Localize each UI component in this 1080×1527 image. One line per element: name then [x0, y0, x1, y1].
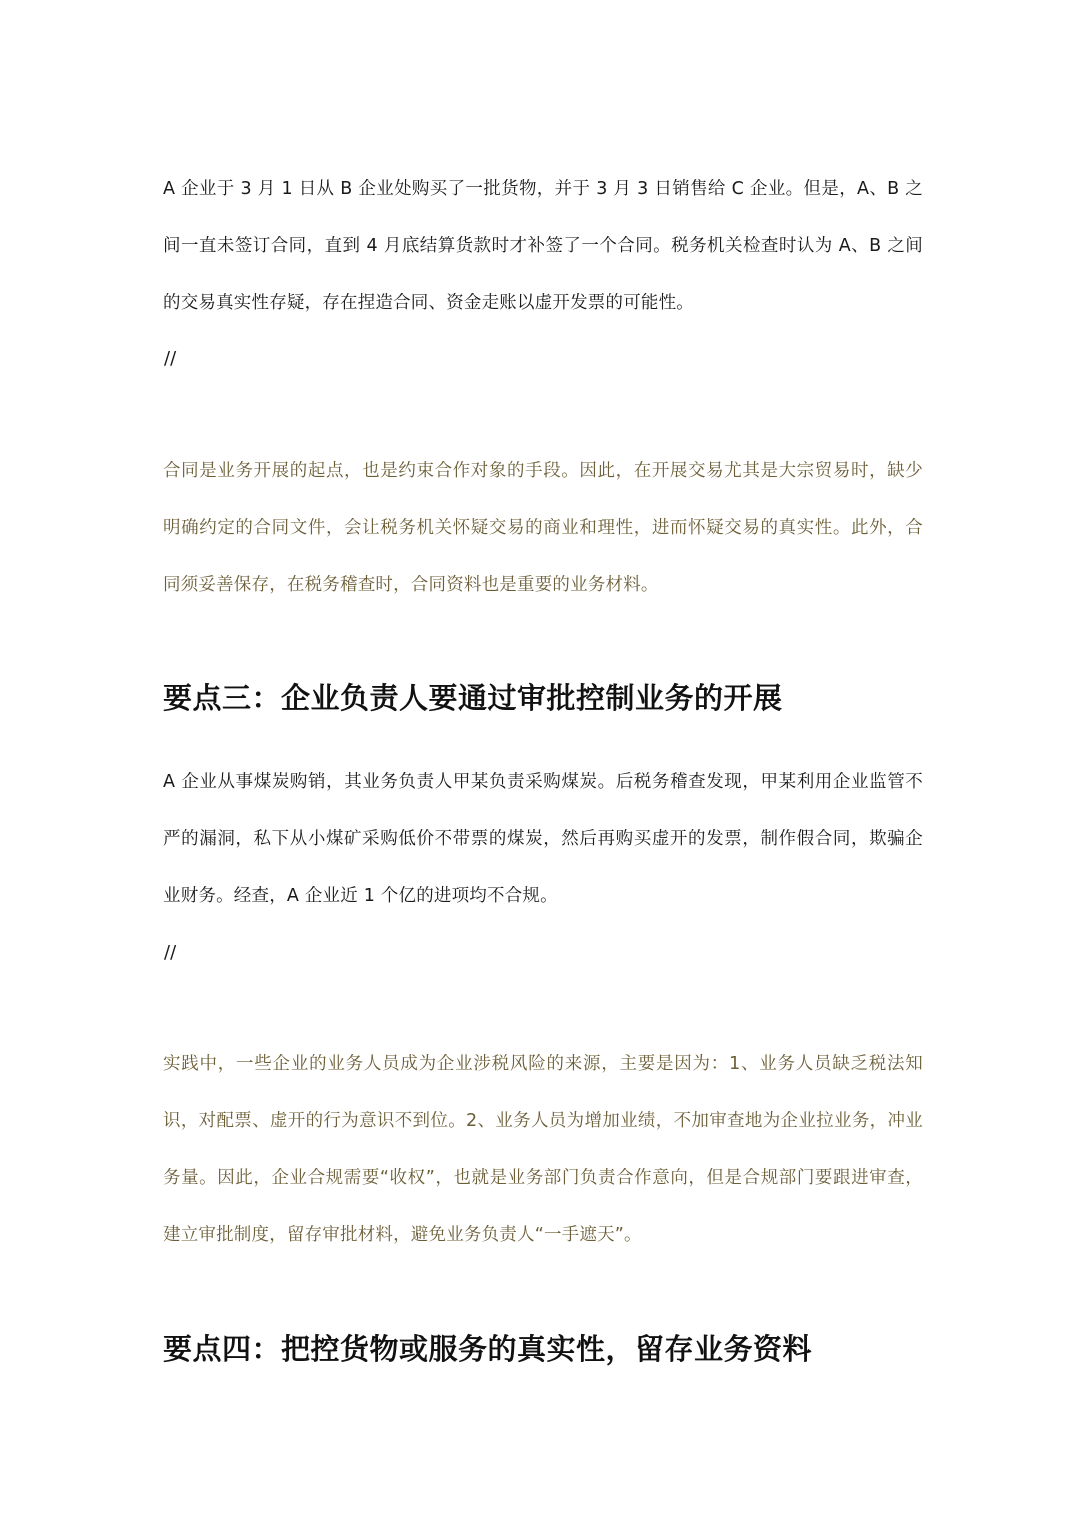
heading-point-three: 要点三：企业负责人要通过审批控制业务的开展: [163, 681, 783, 715]
case-paragraph-contract: A 企业于 3 月 1 日从 B 企业处购买了一批货物，并于 3 月 3 日销售给 C 企业。但是，A、B 之间一直未签订合同，直到 4 月底结算货款时才补签了一个合同。税务机关检查时认为 A、B 之间的交易真实性存疑，存在捏造合同、资金走账以虚开发票的可能性。: [163, 179, 923, 313]
case-paragraph-approval: A 企业从事煤炭购销，其业务负责人甲某负责采购煤炭。后税务稽查发现，甲某利用企业监管不严的漏洞，私下从小煤矿采购低价不带票的煤炭，然后再购买虚开的发票，制作假合同，欺骗企业财务。经查，A 企业近 1 个亿的进项均不合规。: [163, 772, 923, 906]
analysis-paragraph-contract: 合同是业务开展的起点，也是约束合作对象的手段。因此，在开展交易尤其是大宗贸易时，缺少明确约定的合同文件，会让税务机关怀疑交易的商业和理性，进而怀疑交易的真实性。此外，合同须妥善保存，在税务稽查时，合同资料也是重要的业务材料。: [163, 461, 923, 595]
analysis-paragraph-approval: 实践中，一些企业的业务人员成为企业涉税风险的来源，主要是因为：1、业务人员缺乏税法知识，对配票、虚开的行为意识不到位。2、业务人员为增加业绩，不加审查地为企业拉业务，冲业务量。因此，企业合规需要“收权”，也就是业务部门负责合作意向，但是合规部门要跟进审查，建立审批制度，留存审批材料，避免业务负责人“一手遮天”。: [163, 1054, 923, 1245]
heading-point-four: 要点四：把控货物或服务的真实性，留存业务资料: [163, 1332, 813, 1366]
section-separator: //: [164, 942, 177, 963]
section-separator: //: [164, 348, 177, 369]
